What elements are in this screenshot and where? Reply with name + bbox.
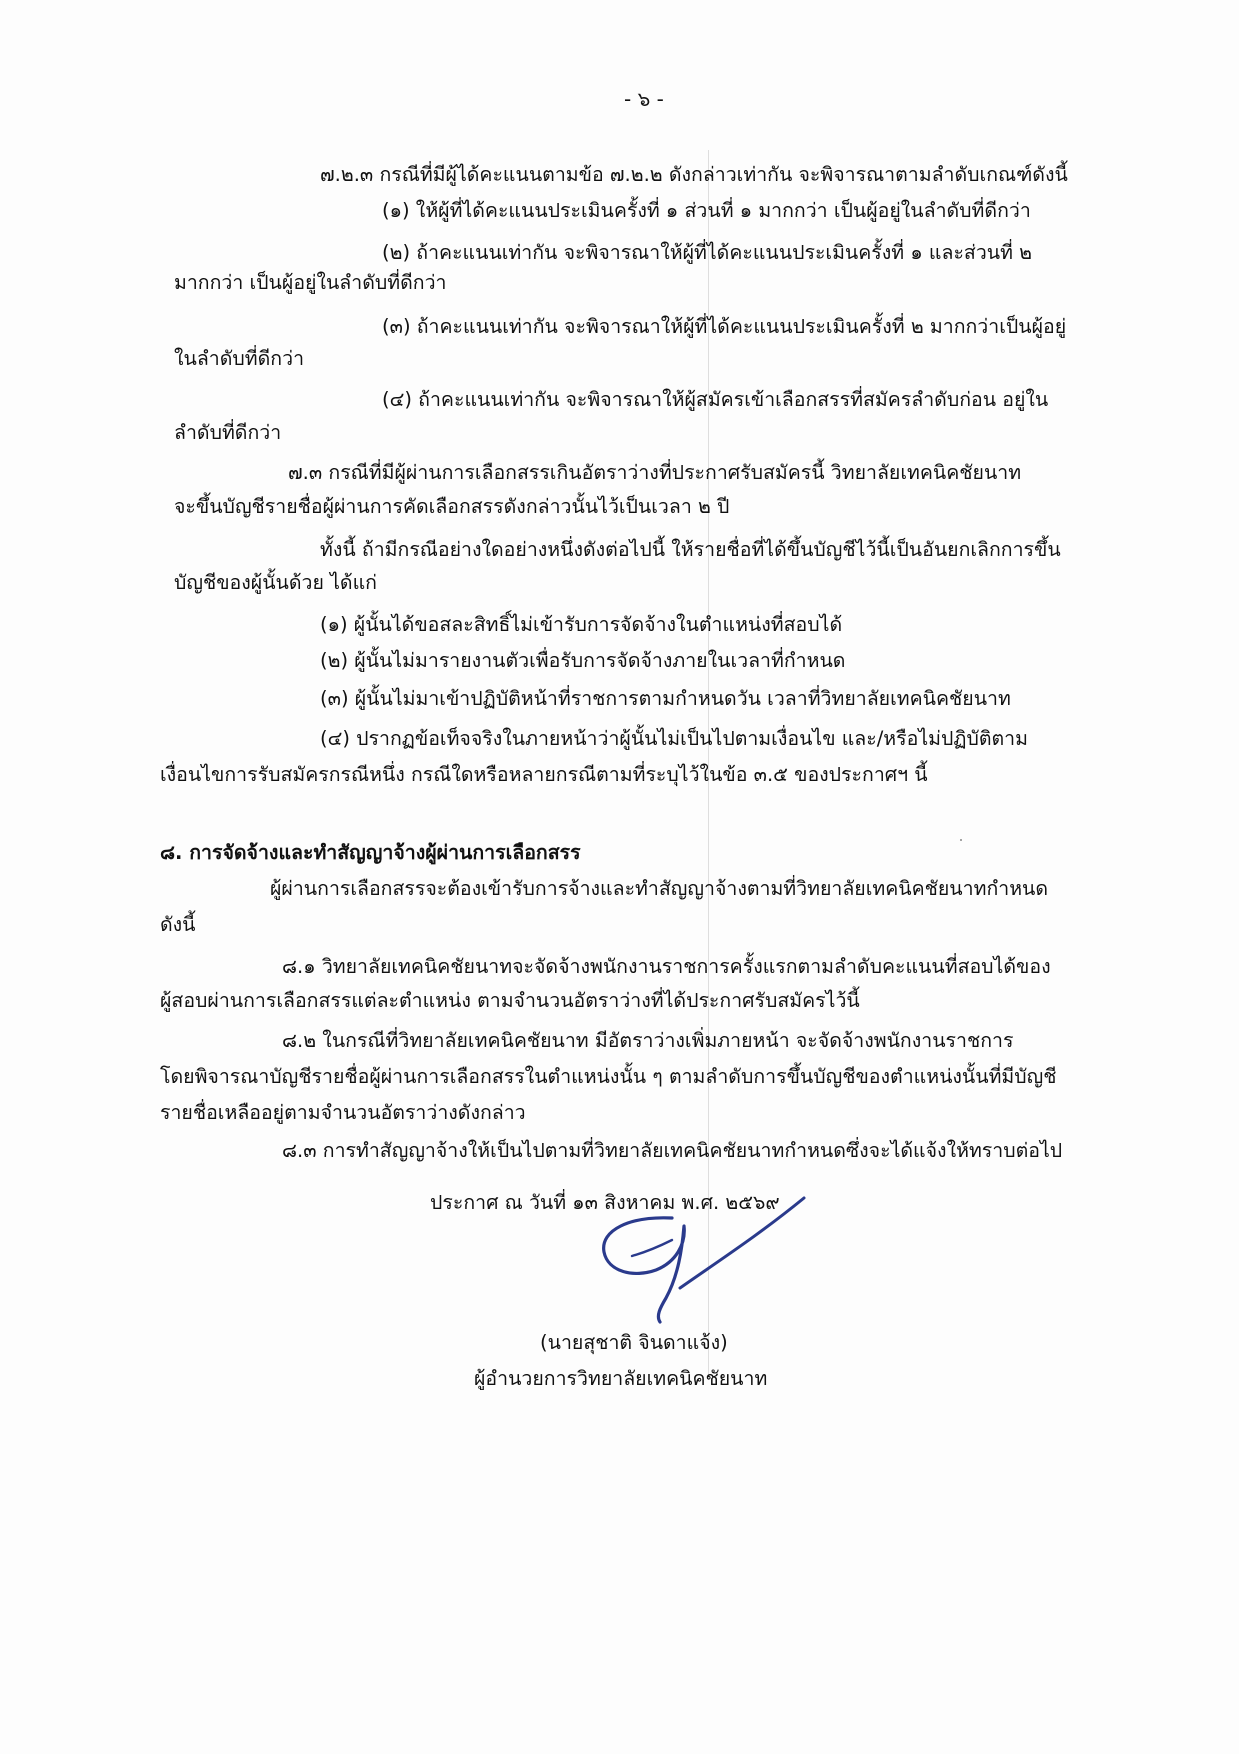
body-line: ๘.๒ ในกรณีที่วิทยาลัยเทคนิคชัยนาท มีอัตราว่างเพิ่มภายหน้า จะจัดจ้างพนักงานราชการ	[282, 1029, 1014, 1052]
body-line: จะขึ้นบัญชีรายชื่อผู้ผ่านการคัดเลือกสรรดังกล่าวนั้นไว้เป็นเวลา ๒ ปี	[174, 495, 730, 518]
body-line: (๑) ผู้นั้นได้ขอสละสิทธิ์ไม่เข้ารับการจัดจ้างในตำแหน่งที่สอบได้	[320, 613, 843, 636]
body-line: (๓) ผู้นั้นไม่มาเข้าปฏิบัติหน้าที่ราชการตามกำหนดวัน เวลาที่วิทยาลัยเทคนิคชัยนาท	[320, 687, 1011, 710]
body-line: บัญชีของผู้นั้นด้วย ได้แก่	[174, 571, 377, 594]
body-line: ๗.๓ กรณีที่มีผู้ผ่านการเลือกสรรเกินอัตราว่างที่ประกาศรับสมัครนี้ วิทยาลัยเทคนิคชัยนาท	[288, 461, 1022, 484]
body-line: ทั้งนี้ ถ้ามีกรณีอย่างใดอย่างหนึ่งดังต่อไปนี้ ให้รายชื่อที่ได้ขึ้นบัญชีไว้นี้เป็นอันยกเลิกการขึ้น	[320, 538, 1061, 561]
body-line: ๗.๒.๓ กรณีที่มีผู้ได้คะแนนตามข้อ ๗.๒.๒ ดังกล่าวเท่ากัน จะพิจารณาตามลำดับเกณฑ์ดังนี้	[320, 163, 1068, 186]
body-line: (๒) ผู้นั้นไม่มารายงานตัวเพื่อรับการจัดจ้างภายในเวลาที่กำหนด	[320, 649, 846, 672]
body-line: (๓) ถ้าคะแนนเท่ากัน จะพิจารณาให้ผู้ที่ได้คะแนนประเมินครั้งที่ ๒ มากกว่าเป็นผู้อยู่	[382, 315, 1067, 338]
signer-title: ผู้อำนวยการวิทยาลัยเทคนิคชัยนาท	[474, 1367, 768, 1390]
body-line: มากกว่า เป็นผู้อยู่ในลำดับที่ดีกว่า	[174, 271, 447, 294]
body-line: (๒) ถ้าคะแนนเท่ากัน จะพิจารณาให้ผู้ที่ได้คะแนนประเมินครั้งที่ ๑ และส่วนที่ ๒	[382, 241, 1033, 264]
body-line: ผู้สอบผ่านการเลือกสรรแต่ละตำแหน่ง ตามจำนวนอัตราว่างที่ได้ประกาศรับสมัครไว้นี้	[160, 989, 860, 1012]
body-line: ในลำดับที่ดีกว่า	[174, 347, 305, 370]
body-line: (๔) ปรากฏข้อเท็จจริงในภายหน้าว่าผู้นั้นไม่เป็นไปตามเงื่อนไข และ/หรือไม่ปฏิบัติตาม	[320, 727, 1028, 750]
body-line: ๘.๓ การทำสัญญาจ้างให้เป็นไปตามที่วิทยาลัยเทคนิคชัยนาทกำหนดซึ่งจะได้แจ้งให้ทราบต่อไป	[282, 1139, 1063, 1162]
signer-name: (นายสุชาติ จินดาแจ้ง)	[540, 1331, 728, 1354]
section-heading: ๘. การจัดจ้างและทำสัญญาจ้างผู้ผ่านการเลือกสรร	[160, 841, 581, 864]
body-line: (๑) ให้ผู้ที่ได้คะแนนประเมินครั้งที่ ๑ ส่วนที่ ๑ มากกว่า เป็นผู้อยู่ในลำดับที่ดีกว่า	[382, 199, 1031, 222]
announcement-date: ประกาศ ณ วันที่ ๑๓ สิงหาคม พ.ศ. ๒๕๖๙	[430, 1191, 780, 1214]
body-line: รายชื่อเหลืออยู่ตามจำนวนอัตราว่างดังกล่าว	[160, 1101, 526, 1124]
body-line: ลำดับที่ดีกว่า	[174, 421, 282, 444]
body-line: เงื่อนไขการรับสมัครกรณีหนึ่ง กรณีใดหรือหลายกรณีตามที่ระบุไว้ในข้อ ๓.๕ ของประกาศฯ นี้	[160, 763, 928, 786]
scan-speck	[960, 839, 962, 841]
body-line: (๔) ถ้าคะแนนเท่ากัน จะพิจารณาให้ผู้สมัครเข้าเลือกสรรที่สมัครลำดับก่อน อยู่ใน	[382, 388, 1049, 411]
body-line: ดังนี้	[160, 913, 196, 936]
page-number: - ๖ -	[624, 87, 664, 111]
signature-mark	[560, 1190, 840, 1330]
body-line: ผู้ผ่านการเลือกสรรจะต้องเข้ารับการจ้างและทำสัญญาจ้างตามที่วิทยาลัยเทคนิคชัยนาทกำหนด	[270, 877, 1049, 900]
body-line: ๘.๑ วิทยาลัยเทคนิคชัยนาทจะจัดจ้างพนักงานราชการครั้งแรกตามลำดับคะแนนที่สอบได้ของ	[282, 955, 1051, 978]
body-line: โดยพิจารณาบัญชีรายชื่อผู้ผ่านการเลือกสรรในตำแหน่งนั้น ๆ ตามลำดับการขึ้นบัญชีของตำแหน่งนั้นที่มีบัญชี	[160, 1065, 1057, 1088]
